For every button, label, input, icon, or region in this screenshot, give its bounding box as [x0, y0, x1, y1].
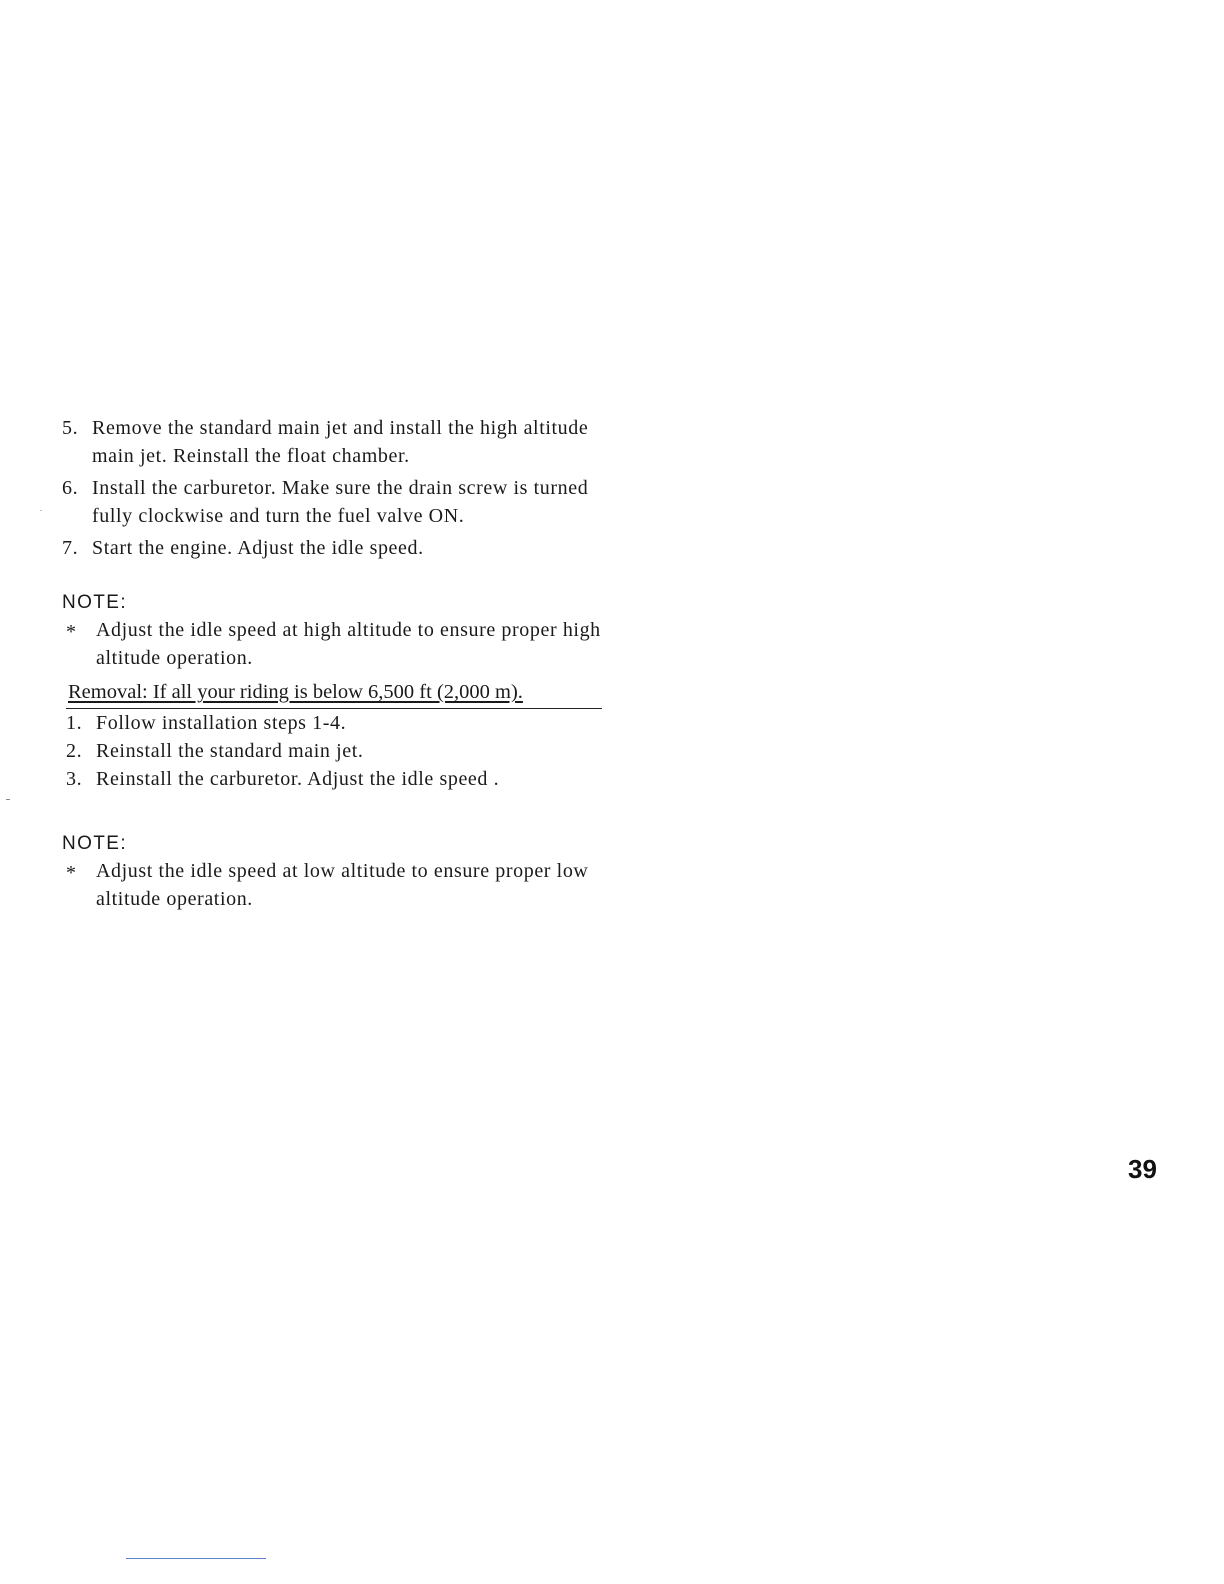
list-item	[62, 474, 602, 530]
page-content	[62, 414, 602, 913]
step-text: Reinstall the carburetor. Adjust the idle speed .	[96, 768, 500, 790]
step-text: Follow installation steps 1-4.	[96, 712, 347, 734]
step-text: Reinstall the standard main jet.	[96, 740, 364, 762]
list-item	[62, 709, 602, 737]
installation-steps	[62, 414, 602, 562]
list-item	[62, 414, 602, 470]
list-item	[62, 765, 602, 793]
page-number: 39	[1128, 1154, 1157, 1184]
list-item	[62, 534, 602, 562]
asterisk-bullet: *	[66, 862, 77, 884]
removal-steps	[62, 709, 602, 793]
step-number: 3.	[66, 768, 83, 790]
step-number: 6.	[62, 477, 79, 499]
removal-heading: Removal: If all your riding is below 6,500 ft (2,000 m).	[68, 681, 523, 703]
note-item	[62, 616, 602, 672]
step-number: 5.	[62, 417, 79, 439]
step-number: 1.	[66, 712, 83, 734]
step-number: 7.	[62, 537, 79, 559]
asterisk-bullet: *	[66, 621, 77, 643]
step-number: 2.	[66, 740, 83, 762]
note-item	[62, 857, 602, 913]
note-heading: NOTE:	[62, 833, 128, 854]
step-text: Remove the standard main jet and install the high altitude main jet. Reinstall the float chamber.	[92, 417, 589, 467]
step-text: Start the engine. Adjust the idle speed.	[92, 537, 424, 559]
note-text: Adjust the idle speed at low altitude to ensure proper low altitude operation.	[96, 860, 589, 910]
footer-rule	[126, 1558, 266, 1559]
scan-speck	[6, 799, 10, 800]
scan-speck	[40, 510, 42, 511]
step-text: Install the carburetor. Make sure the drain screw is turned fully clockwise and turn the fuel valve ON.	[92, 477, 589, 527]
note-text: Adjust the idle speed at high altitude to ensure proper high altitude operation.	[96, 619, 601, 669]
list-item	[62, 737, 602, 765]
note-heading: NOTE:	[62, 592, 128, 613]
